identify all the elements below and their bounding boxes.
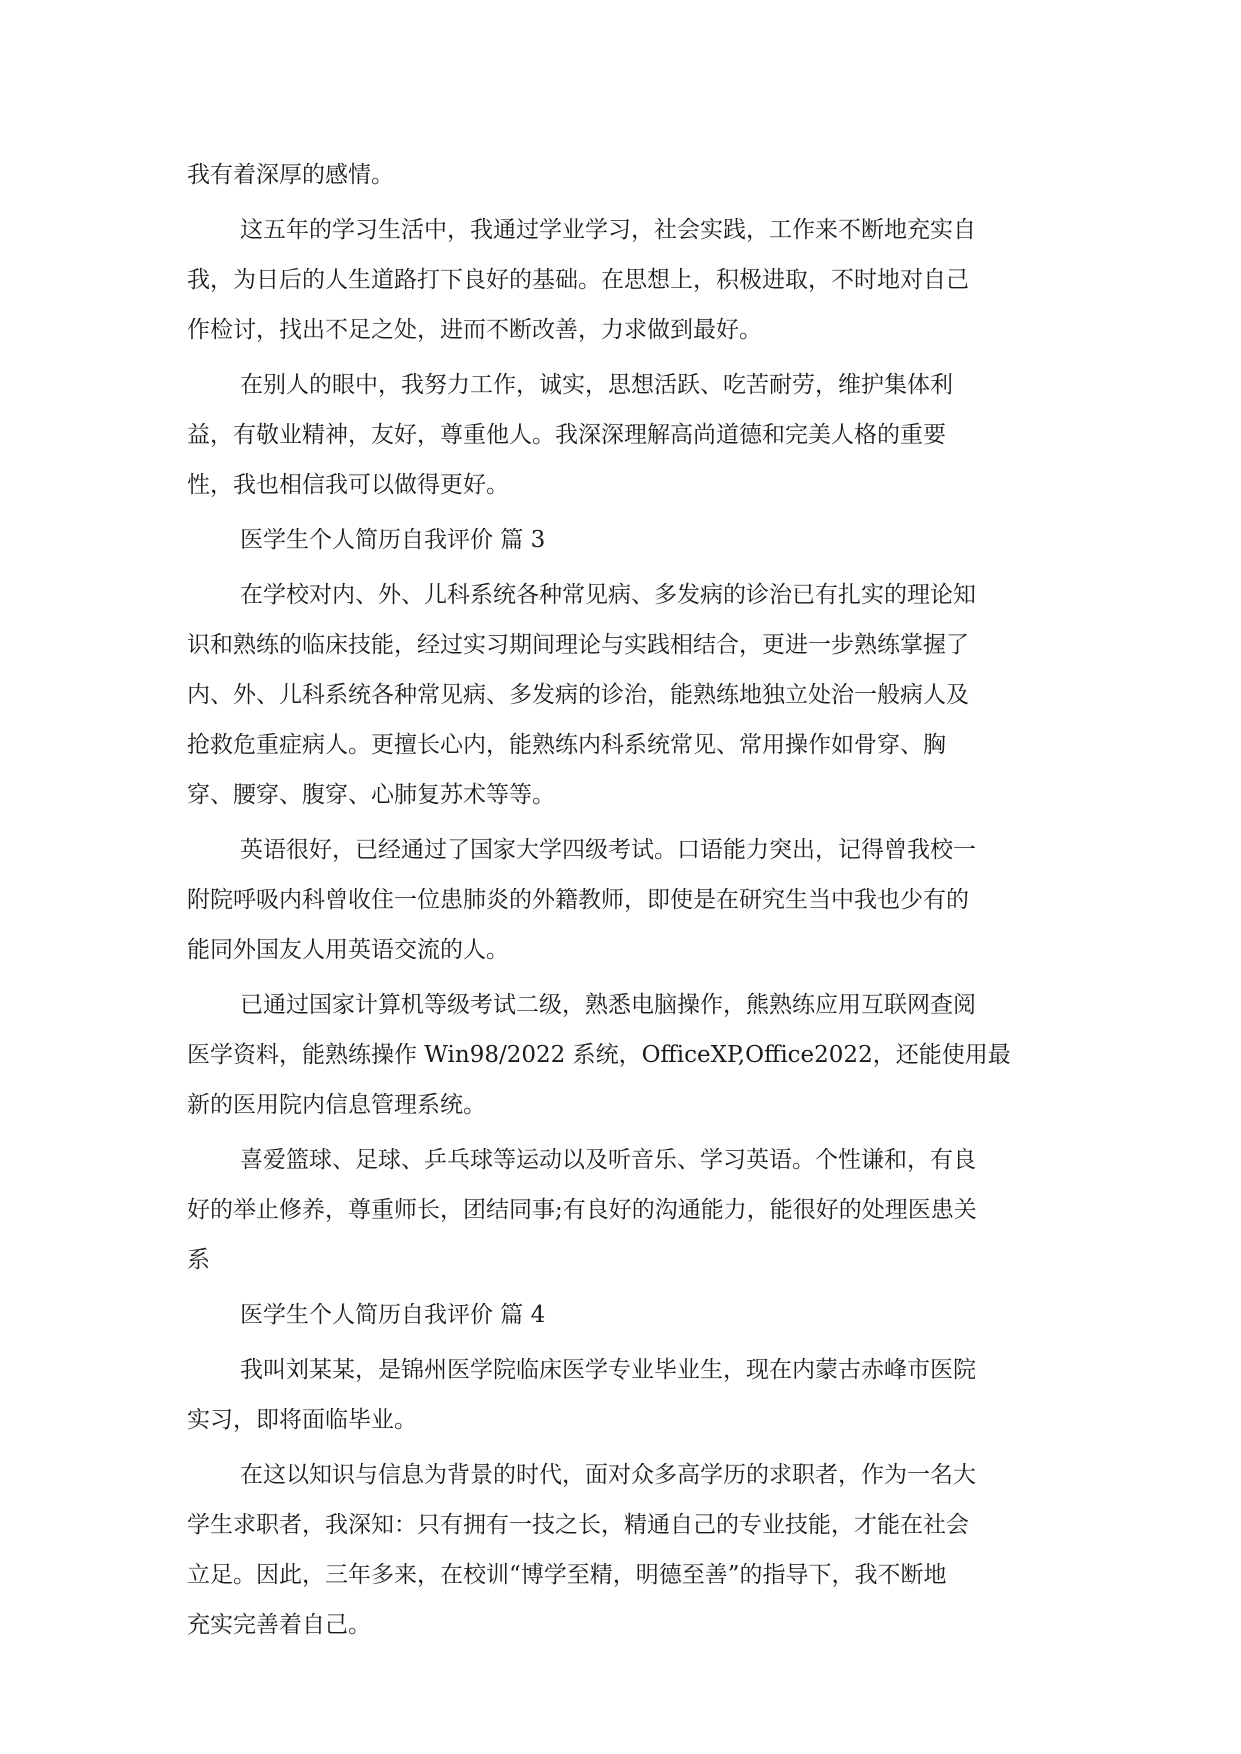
text-line: 充实完善着自己。 — [187, 1612, 371, 1638]
text-line: 英语很好，已经通过了国家大学四级考试。口语能力突出，记得曾我校一 — [240, 837, 976, 863]
text-line: 系 — [187, 1247, 210, 1273]
text-line: 新的医用院内信息管理系统。 — [187, 1092, 486, 1118]
text-line: 学生求职者，我深知：只有拥有一技之长，精通自己的专业技能，才能在社会 — [187, 1512, 969, 1538]
document-body — [187, 150, 1067, 1650]
text-line: 我叫刘某某，是锦州医学院临床医学专业毕业生，现在内蒙古赤峰市医院 — [240, 1357, 976, 1383]
text-line: 已通过国家计算机等级考试二级，熟悉电脑操作，熊熟练应用互联网查阅 — [240, 992, 976, 1018]
text-line: 抢救危重症病人。更擅长心内，能熟练内科系统常见、常用操作如骨穿、胸 — [187, 732, 946, 758]
text-line: 性，我也相信我可以做得更好。 — [187, 472, 509, 498]
text-line: 好的举止修养，尊重师长，团结同事;有良好的沟通能力，能很好的处理医患关 — [187, 1197, 977, 1223]
text-line: 益，有敬业精神，友好，尊重他人。我深深理解高尚道德和完美人格的重要 — [187, 422, 946, 448]
text-line: 穿、腰穿、腹穿、心肺复苏术等等。 — [187, 782, 555, 808]
section-heading: 医学生个人简历自我评价 篇 3 — [240, 527, 546, 553]
text-line: 立足。因此，三年多来，在校训“博学至精，明德至善”的指导下，我不断地 — [187, 1562, 947, 1588]
text-line: 实习，即将面临毕业。 — [187, 1407, 417, 1433]
text-line: 识和熟练的临床技能，经过实习期间理论与实践相结合，更进一步熟练掌握了 — [187, 632, 969, 658]
text-line: 喜爱篮球、足球、乒乓球等运动以及听音乐、学习英语。个性谦和，有良 — [240, 1147, 976, 1173]
text-line: 医学资料，能熟练操作 Win98/2022 系统，OfficeXP,Office2022，还能使用最 — [187, 1042, 1011, 1068]
text-line: 在学校对内、外、儿科系统各种常见病、多发病的诊治已有扎实的理论知 — [240, 582, 976, 608]
text-line: 我，为日后的人生道路打下良好的基础。在思想上，积极进取，不时地对自己 — [187, 267, 969, 293]
text-line: 这五年的学习生活中，我通过学业学习，社会实践，工作来不断地充实自 — [240, 217, 976, 243]
text-line: 内、外、儿科系统各种常见病、多发病的诊治，能熟练地独立处治一般病人及 — [187, 682, 969, 708]
text-line: 附院呼吸内科曾收住一位患肺炎的外籍教师，即使是在研究生当中我也少有的 — [187, 887, 969, 913]
section-heading: 医学生个人简历自我评价 篇 4 — [240, 1302, 546, 1328]
text-line: 能同外国友人用英语交流的人。 — [187, 937, 509, 963]
text-line: 在别人的眼中，我努力工作，诚实，思想活跃、吃苦耐劳，维护集体利 — [240, 372, 953, 398]
text-line: 作检讨，找出不足之处，进而不断改善，力求做到最好。 — [187, 317, 762, 343]
text-line: 我有着深厚的感情。 — [187, 162, 394, 188]
text-line: 在这以知识与信息为背景的时代，面对众多高学历的求职者，作为一名大 — [240, 1462, 976, 1488]
